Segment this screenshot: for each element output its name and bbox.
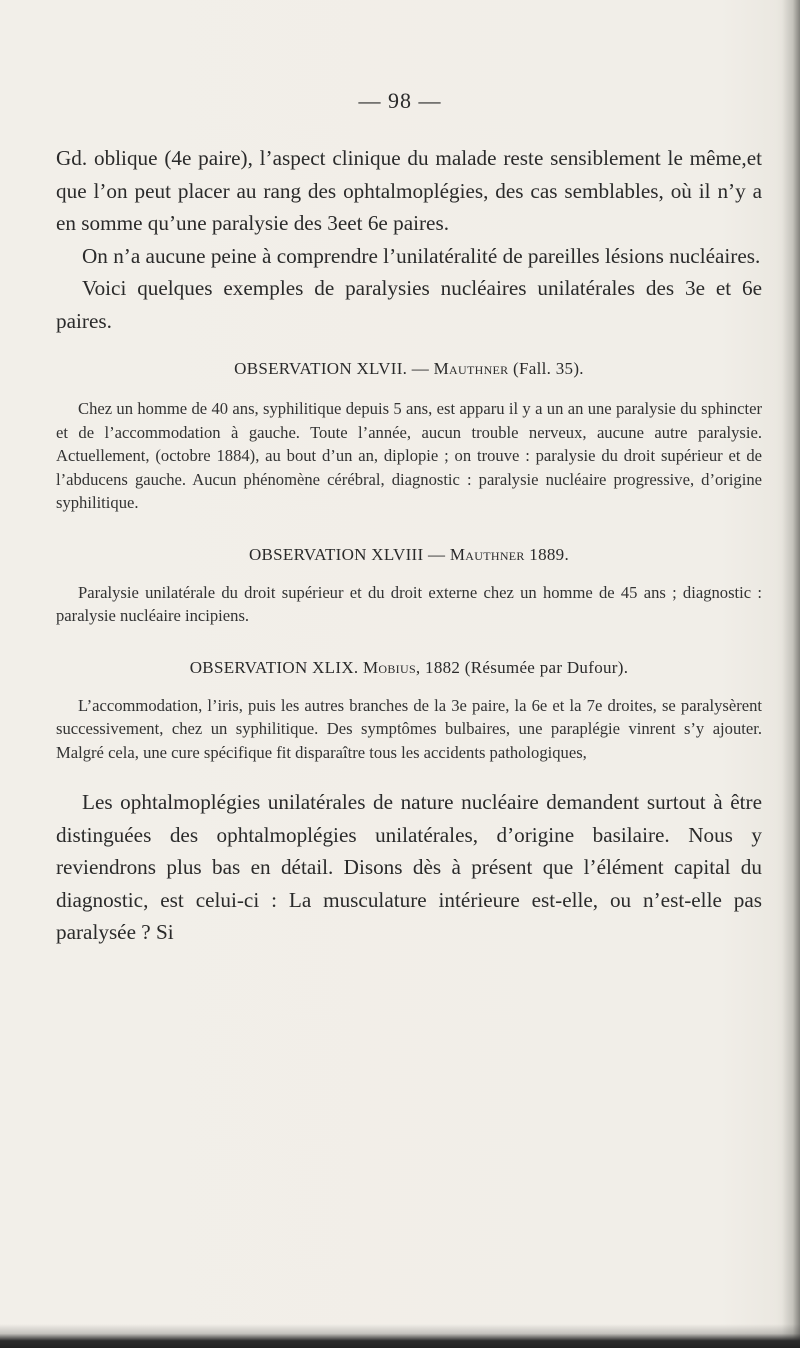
observation-reference: (Fall. 35). bbox=[508, 359, 584, 378]
page-number: — 98 — bbox=[358, 88, 442, 113]
observation-title: OBSERVATION XLVII. — bbox=[234, 359, 434, 378]
paragraph-closing: Les ophtalmoplégies unilatérales de nature nucléaire demandent surtout à être distinguées des ophtalmoplégies unilatérales, d’origine basilaire. Nous y reviendrons plus bas en détail. Disons dès à présent que l’élément capital du diagnostic, est celui-ci : La musculature intérieure est-elle, ou n’est-elle pas paralysée ? Si bbox=[56, 790, 762, 944]
observation-author: Mauthner bbox=[433, 359, 509, 378]
observation-title: OBSERVATION XLVIII — bbox=[248, 544, 450, 564]
observation-heading-xlix bbox=[56, 658, 762, 678]
observation-title: OBSERVATION XLIX. bbox=[189, 657, 363, 677]
paragraph-continuation: Gd. oblique (4e paire), l’aspect clinique du malade reste sensiblement le même,et que l’on peut placer au rang des ophtalmoplégies, des cas semblables, où il n’y a en somme qu’une paralysie des 3eet 6e paires. bbox=[56, 146, 762, 235]
observation-reference: 1889. bbox=[524, 544, 570, 564]
paragraph-examples-intro: Voici quelques exemples de paralysies nucléaires unilatérales des 3e et 6e paires. bbox=[56, 276, 762, 333]
observation-heading-xlviii bbox=[56, 545, 762, 565]
observation-text-xlix: L’accommodation, l’iris, puis les autres branches de la 3e paire, la 6e et la 7e droites, se paralysèrent successivement, chez un syphilitique. Des symptômes bulbaires, une paraplégie vinrent s’y ajouter. Malgré cela, une cure spécifique fit disparaître tous les accidents pathologiques, bbox=[56, 695, 762, 762]
observation-text-xlvii: Chez un homme de 40 ans, syphilitique depuis 5 ans, est apparu il y a un an une paralysie du sphincter et de l’accommodation à gauche. Toute l’année, aucun trouble nerveux, aucune autre paralysie. Actuellement, (octobre 1884), au bout d’un an, diplopie ; on trouve : paralysie du droit supérieur et de l’abducens gauche. Aucun phénomène cérébral, diagnostic : paralysie nucléaire progressive, d’origine syphilitique. bbox=[56, 399, 762, 512]
observation-author: Mobius bbox=[363, 657, 416, 677]
paragraph-unilaterality: On n’a aucune peine à comprendre l’unilatéralité de pareilles lésions nucléaires. bbox=[82, 243, 761, 268]
page-bottom-edge-shadow bbox=[0, 1324, 800, 1348]
page-right-edge-shadow bbox=[782, 0, 800, 1348]
page-text-block bbox=[56, 142, 762, 949]
observation-text-xlviii: Paralysie unilatérale du droit supérieur et du droit externe chez un homme de 45 ans ; diagnostic : paralysie nucléaire incipiens. bbox=[56, 582, 762, 625]
observation-reference: , 1882 (Résumée par Dufour). bbox=[415, 657, 629, 677]
observation-author: Mauthner bbox=[449, 544, 525, 564]
observation-heading-xlvii bbox=[56, 359, 762, 379]
